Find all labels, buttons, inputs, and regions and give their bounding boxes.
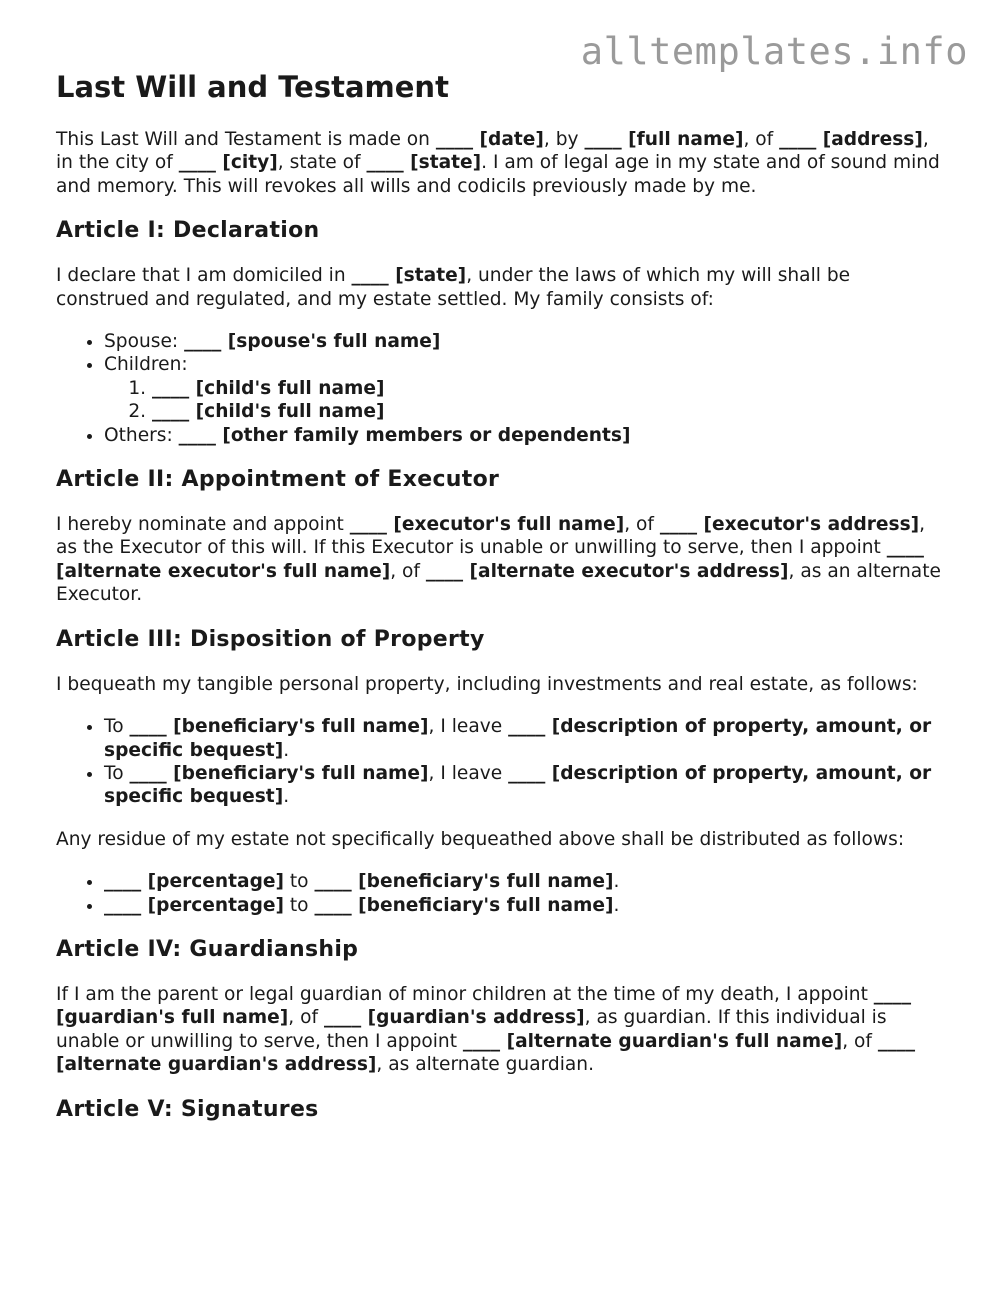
list-item: • Children: 1. ____ [child's full name] 2. ____ [child's full name] <box>104 353 946 423</box>
family-list <box>56 330 946 447</box>
article-2-paragraph: I hereby nominate and appoint ____ [executor's full name], of ____ [executor's address], as the Executor of this will. If this Executor is unable or unwilling to serve, then I appoint ____ [alternate executor's full name], of ____ [alternate executor's address], as an alternate Executor. <box>56 514 941 606</box>
article-3-heading: Article III: Disposition of Property <box>56 626 485 652</box>
article-2-heading: Article II: Appointment of Executor <box>56 467 500 493</box>
list-item: 1. ____ [child's full name] <box>152 377 946 400</box>
blank-field: ____ [date] <box>435 129 544 150</box>
article-4-paragraph: If I am the parent or legal guardian of minor children at the time of my death, I appoint ____ [guardian's full name], of ____ [guardian's address], as guardian. If this individual is unable or unwilling to serve, then I appoint ____ [alternate guardian's full name], of ____ [alternate guardian's address], as alternate guardian. <box>56 983 916 1076</box>
article-1-paragraph: I declare that I am domiciled in ____ [state], under the laws of which my will shall be construed and regulated, and my estate settled. My family consists of: <box>56 265 851 310</box>
residue-list <box>56 870 946 917</box>
list-item: • To ____ [beneficiary's full name], I leave ____ [description of property, amount, or specific bequest]. <box>104 762 946 809</box>
list-item: 2. ____ [child's full name] <box>152 400 946 423</box>
blank-field: ____ [state] <box>366 152 482 174</box>
article-1-heading: Article I: Declaration <box>56 218 320 244</box>
article-3-intro: I bequeath my tangible personal property, including investments and real estate, as follows: <box>56 673 918 695</box>
list-item: • Others: ____ [other family members or dependents] <box>104 424 946 447</box>
blank-field: ____ [full name] <box>584 129 744 150</box>
blank-field: ____ [address] <box>779 129 923 150</box>
residue-intro: Any residue of my estate not specifically bequeathed above shall be distributed as follows: <box>56 828 905 850</box>
list-item: • Spouse: ____ [spouse's full name] <box>104 330 946 353</box>
intro-paragraph: This Last Will and Testament is made on ____ [date], by ____ [full name], of ____ [address], in the city of ____ [city], state of ____ [state]. I am of legal age in my state and of sound mind and memory. This will revokes all wills and codicils previously made by me. <box>56 129 940 197</box>
article-5-heading: Article V: Signatures <box>56 1096 319 1122</box>
blank-field: ____ [state] <box>351 265 467 287</box>
article-4-heading: Article IV: Guardianship <box>56 936 359 962</box>
list-item: • ____ [percentage] to ____ [beneficiary's full name]. <box>104 894 946 917</box>
bequest-list <box>56 715 946 809</box>
list-item: • ____ [percentage] to ____ [beneficiary's full name]. <box>104 870 946 893</box>
list-item: • To ____ [beneficiary's full name], I leave ____ [description of property, amount, or specific bequest]. <box>104 715 946 762</box>
watermark: alltemplates.info <box>580 30 968 73</box>
document-body <box>56 128 946 1143</box>
children-list <box>104 377 946 424</box>
blank-field: ____ [city] <box>178 152 278 174</box>
document-title: Last Will and Testament <box>56 70 449 104</box>
